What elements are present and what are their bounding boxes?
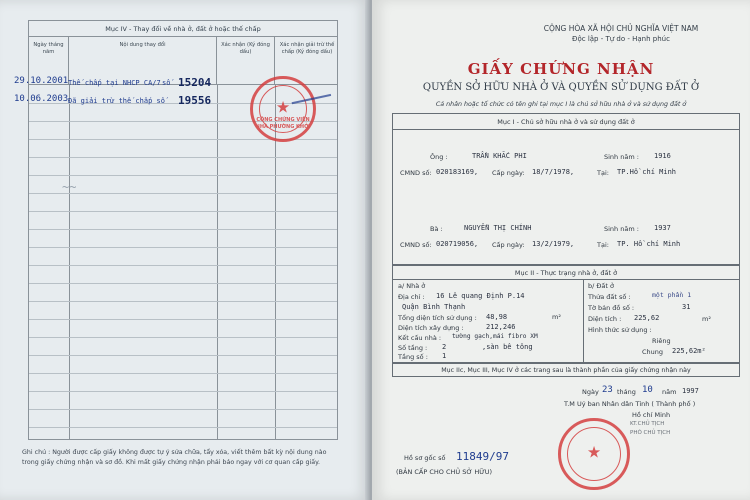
built-area-label: Diện tích xây dựng :	[398, 324, 464, 332]
land-area-label: Diện tích :	[588, 315, 622, 323]
table-row	[29, 175, 337, 176]
col-date: Ngày tháng năm	[29, 37, 69, 84]
owner2-at: TP. Hồ chí Minh	[617, 240, 681, 248]
owner2-at-label: Tại:	[597, 241, 609, 249]
year: 1997	[682, 387, 699, 395]
left-notary-stamp: ★ CÔNG CHỨNG VIÊN NHÀ PHƯỜNG KHỞI	[250, 76, 316, 142]
col-content: Nội dung thay đổi	[69, 37, 217, 84]
left-page	[0, 0, 370, 500]
row1-date: 29.10.2001	[14, 76, 69, 86]
table-row	[29, 265, 337, 266]
total-area-label: Tổng diện tích sử dụng :	[398, 314, 477, 322]
house-label: a/ Nhà ở	[398, 282, 426, 290]
table-row	[29, 247, 337, 248]
owner2-born-label: Sinh năm :	[604, 225, 639, 233]
floors: 2	[442, 343, 447, 351]
table-row	[29, 409, 337, 410]
authority-city: Hồ chí Minh	[632, 411, 671, 419]
origin-label: Hồ sơ gốc số	[404, 454, 446, 462]
certificate-title: GIẤY CHỨNG NHẬN	[467, 60, 655, 78]
table-row	[29, 355, 337, 356]
private-label: Riêng	[652, 337, 671, 345]
table-row	[29, 283, 337, 284]
common-label: Chung	[642, 348, 664, 356]
land-label: b/ Đất ở	[588, 282, 614, 290]
section-iv-title: Mục IV - Thay đổi về nhà ở, đất ở hoặc thế chấp	[29, 21, 337, 37]
thang-label: tháng	[617, 388, 636, 396]
certificate-subtitle: QUYỀN SỞ HỮU NHÀ Ở VÀ QUYỀN SỬ DỤNG ĐẤT Ở	[422, 82, 700, 93]
owner2-issued: 13/2/1979,	[532, 240, 575, 248]
form-label: Hình thức sử dụng :	[588, 326, 652, 334]
row2-content: Đã giải trừ thế chấp số	[68, 97, 165, 105]
table-row	[29, 373, 337, 374]
house-address: 16 Lê quang Định P.14	[436, 292, 525, 300]
owner1-born-label: Sinh năm :	[604, 153, 639, 161]
table-row	[29, 427, 337, 428]
floor-no: 1	[442, 352, 447, 360]
structure: tường gạch,mái fibro XM	[452, 333, 538, 340]
land-area: 225,62	[634, 314, 660, 322]
row1-so: số	[162, 79, 171, 87]
faded-mark: ~~	[62, 180, 77, 194]
owner1-id-label: CMND số:	[400, 169, 432, 177]
structure-label: Kết cấu nhà :	[398, 334, 442, 342]
row1-number: 15204	[178, 76, 212, 89]
authority: T.M Uỷ ban Nhân dân Tỉnh ( Thành phố )	[564, 400, 696, 408]
right-page	[372, 0, 750, 500]
total-area: 48,98	[486, 313, 508, 321]
origin-number: 11849/97	[456, 450, 509, 463]
table-row	[29, 157, 337, 158]
authority-role: KT.CHỦ TỊCH	[630, 421, 665, 427]
footnote: Ghi chú : Người được cấp giấy không được tự ý sửa chữa, tẩy xóa, viết thêm bất kỳ nội dung nào trong giấy chứng nhận và sơ đồ. Khi mất giấy chứng nhận phải báo ngay với cơ quan cấp giấy.	[22, 449, 327, 466]
owner1-issued: 18/7/1978,	[532, 168, 575, 176]
house-district: Quận Bình Thạnh	[402, 303, 466, 311]
month: 10	[642, 385, 653, 395]
table-row	[29, 319, 337, 320]
total-area-unit: m²	[552, 313, 561, 321]
owner1-born: 1916	[654, 152, 671, 160]
row2-date: 10.06.2003	[14, 94, 69, 104]
table-row	[29, 391, 337, 392]
owner1-name: TRẦN KHẮC PHI	[472, 152, 527, 160]
table-row	[29, 337, 337, 338]
table-row	[29, 211, 337, 212]
floor-no-label: Tầng số :	[398, 353, 428, 361]
owner1-at: TP.Hồ chí Minh	[617, 168, 677, 176]
table-row	[29, 301, 337, 302]
owner2-born: 1937	[654, 224, 671, 232]
address-label: Địa chỉ :	[398, 293, 425, 301]
motto: Độc lập - Tự do - Hạnh phúc	[572, 35, 670, 43]
owner1-issued-label: Cấp ngày:	[492, 169, 525, 177]
floors-label: Số tầng :	[398, 344, 428, 352]
built-area: 212,246	[486, 323, 516, 331]
parcel-label: Thửa đất số :	[588, 293, 631, 301]
authority-role2: PHÓ CHỦ TỊCH	[630, 430, 671, 436]
section-ii-title: Mục II - Thực trạng nhà ở, đất ở	[393, 266, 739, 280]
nation-header: CỘNG HÒA XÃ HỘI CHỦ NGHĨA VIỆT NAM	[543, 24, 699, 33]
common-area: 225,62m²	[672, 347, 706, 355]
intro-line: Cá nhân hoặc tổ chức có tên ghi tại mục I là chủ sở hữu nhà ở và sử dụng đất ở	[435, 101, 687, 108]
owner2-issued-label: Cấp ngày:	[492, 241, 525, 249]
day: 23	[602, 385, 613, 395]
section-i-title: Mục I - Chủ sở hữu nhà ở và sử dụng đất ở	[393, 114, 739, 130]
star-icon: ★	[275, 97, 291, 117]
committee-seal	[558, 418, 630, 490]
ba-label: Bà :	[430, 225, 443, 233]
col-release: Xác nhận giải trừ thế chấp (Ký đóng dấu)	[279, 42, 335, 55]
land-area-unit: m²	[702, 315, 711, 323]
owner2-id-label: CMND số:	[400, 241, 432, 249]
row2-number: 19556	[178, 94, 212, 107]
table-row	[29, 229, 337, 230]
floor-note: ,sàn bê tông	[482, 343, 533, 351]
map: 31	[682, 303, 691, 311]
ngay-label: Ngày	[582, 388, 599, 396]
col-confirm: Xác nhận (Ký đóng dấu)	[217, 37, 275, 84]
map-label: Tờ bản đồ số :	[588, 304, 635, 312]
owner2-id: 020719056,	[436, 240, 479, 248]
row1-content: Thế chấp tại NHCP CA/7	[68, 79, 161, 87]
star-icon: ★	[586, 442, 602, 462]
nam-label: năm	[662, 388, 677, 396]
owner1-id: 020183169,	[436, 168, 479, 176]
owner2-name: NGUYỄN THỊ CHÍNH	[464, 224, 532, 232]
change-note: Mục IIc, Mục III, Mục IV ở các trang sau là thành phần của giấy chứng nhận này	[392, 363, 740, 377]
owner1-at-label: Tại:	[597, 169, 609, 177]
parcel: một phần 1	[652, 291, 692, 299]
copy-note: (BẢN CẤP CHO CHỦ SỞ HỮU)	[396, 468, 493, 476]
ong-label: Ông :	[430, 153, 448, 161]
